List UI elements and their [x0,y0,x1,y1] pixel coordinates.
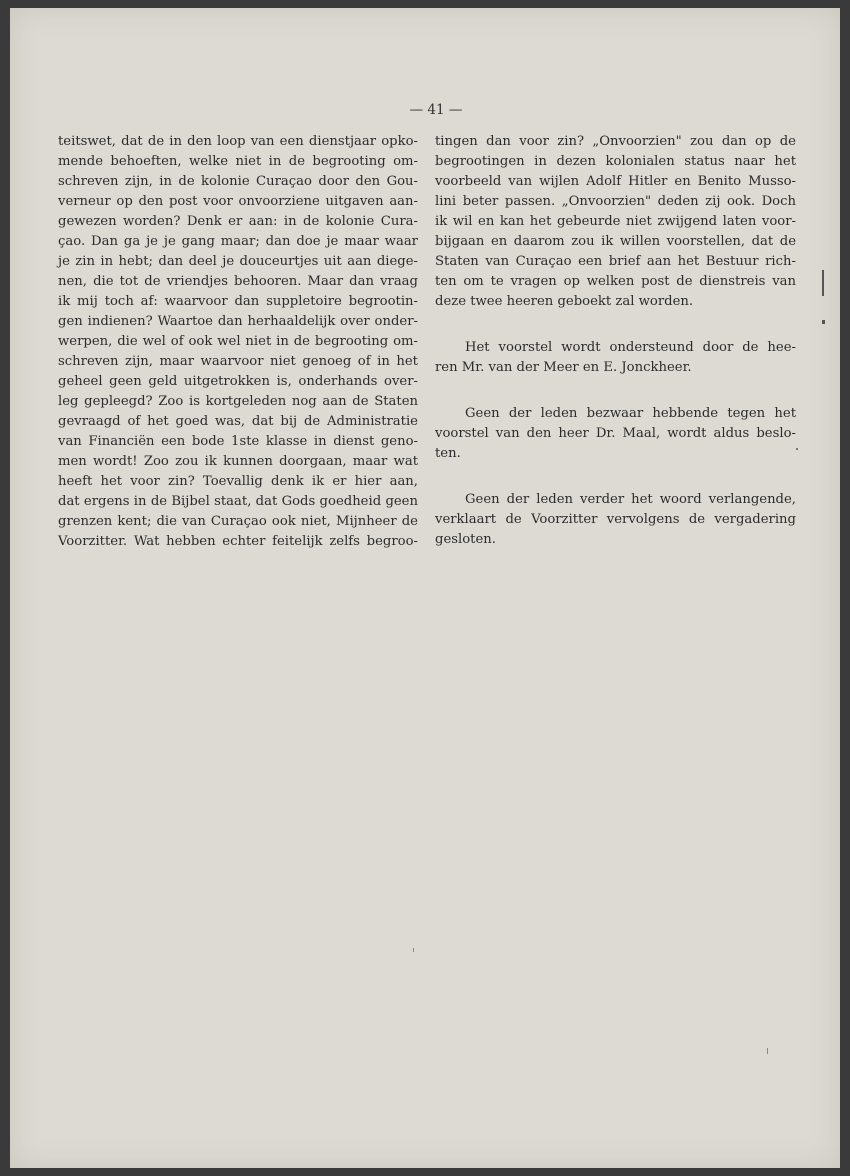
paragraph-continuation [435,132,796,312]
text-line: voorstel van den heer Dr. Maal, wordt aldus beslo- [435,426,796,441]
text-line: lini beter passen. „Onvoorzien" deden zij ook. Doch [435,194,796,209]
text-line: schreven zijn, in de kolonie Curaçao door den Gou- [58,174,418,189]
text-line: teitswet, dat de in den loop van een dienstjaar opko- [58,134,418,149]
text-line: men wordt! Zoo zou ik kunnen doorgaan, maar wat [58,454,418,469]
paragraph-meeting-closed [435,490,796,550]
text-line: nen, die tot de vriendjes behooren. Maar dan vraag [58,274,418,289]
text-line: gevraagd of het goed was, dat bij de Administratie [58,414,418,429]
text-line: verklaart de Voorzitter vervolgens de vergadering [435,512,796,527]
right-column [435,132,796,576]
text-line: ik mij toch af: waarvoor dan suppletoire begrootin- [58,294,418,309]
text-line: Het voorstel wordt ondersteund door de hee- [465,340,796,355]
text-line: schreven zijn, maar waarvoor niet genoeg of in het [58,354,418,369]
page-number: — 41 — [409,102,463,118]
text-line: Staten van Curaçao een brief aan het Bestuur rich- [435,254,796,269]
text-line: leg gepleegd? Zoo is kortgeleden nog aan de Staten [58,394,418,409]
text-line: gesloten. [435,532,496,547]
text-line: verneur op den post voor onvoorziene uitgaven aan- [58,194,418,209]
text-line: Geen der leden verder het woord verlangende, [465,492,796,507]
paragraph-motion-adopted [435,404,796,464]
text-line: bijgaan en daarom zou ik willen voorstellen, dat de [435,234,796,249]
text-line: geheel geen geld uitgetrokken is, onderhands over- [58,374,418,389]
text-line: begrootingen in dezen kolonialen status naar het [435,154,796,169]
text-line: mende behoeften, welke niet in de begrooting om- [58,154,418,169]
text-line: grenzen kent; die van Curaçao ook niet, Mijnheer de [58,514,418,529]
text-line: ten om te vragen op welken post de dienstreis van [435,274,796,289]
text-line: Voorzitter. Wat hebben echter feitelijk zelfs begroo- [58,534,418,549]
paper-speck [796,448,798,450]
text-line: tingen dan voor zin? „Onvoorzien" zou dan op de [435,134,796,149]
text-line: ik wil en kan het gebeurde niet zwijgend laten voor- [435,214,796,229]
text-line: ren Mr. van der Meer en E. Jonckheer. [435,360,692,375]
text-line: voorbeeld van wijlen Adolf Hitler en Benito Musso- [435,174,796,189]
paper-speck [413,948,414,952]
left-column [58,132,418,552]
text-line: Geen der leden bezwaar hebbende tegen het [465,406,796,421]
paper-speck [767,1048,768,1054]
paragraph-motion-supported [435,338,796,378]
margin-mark [822,270,824,296]
text-line: je zin in hebt; dan deel je douceurtjes uit aan diege- [58,254,418,269]
margin-mark [822,320,825,324]
text-line: van Financiën een bode 1ste klasse in dienst geno- [58,434,418,449]
text-line: ten. [435,446,461,461]
document-page [10,8,840,1168]
text-line: çao. Dan ga je je gang maar; dan doe je maar waar [58,234,418,249]
text-line: werpen, die wel of ook wel niet in de begrooting om- [58,334,418,349]
text-line: gen indienen? Waartoe dan herhaaldelijk over onder- [58,314,418,329]
text-line: dat ergens in de Bijbel staat, dat Gods goedheid geen [58,494,418,509]
text-line: gewezen worden? Denk er aan: in de kolonie Cura- [58,214,418,229]
text-line: deze twee heeren geboekt zal worden. [435,294,694,309]
text-line: heeft het voor zin? Toevallig denk ik er hier aan, [58,474,418,489]
